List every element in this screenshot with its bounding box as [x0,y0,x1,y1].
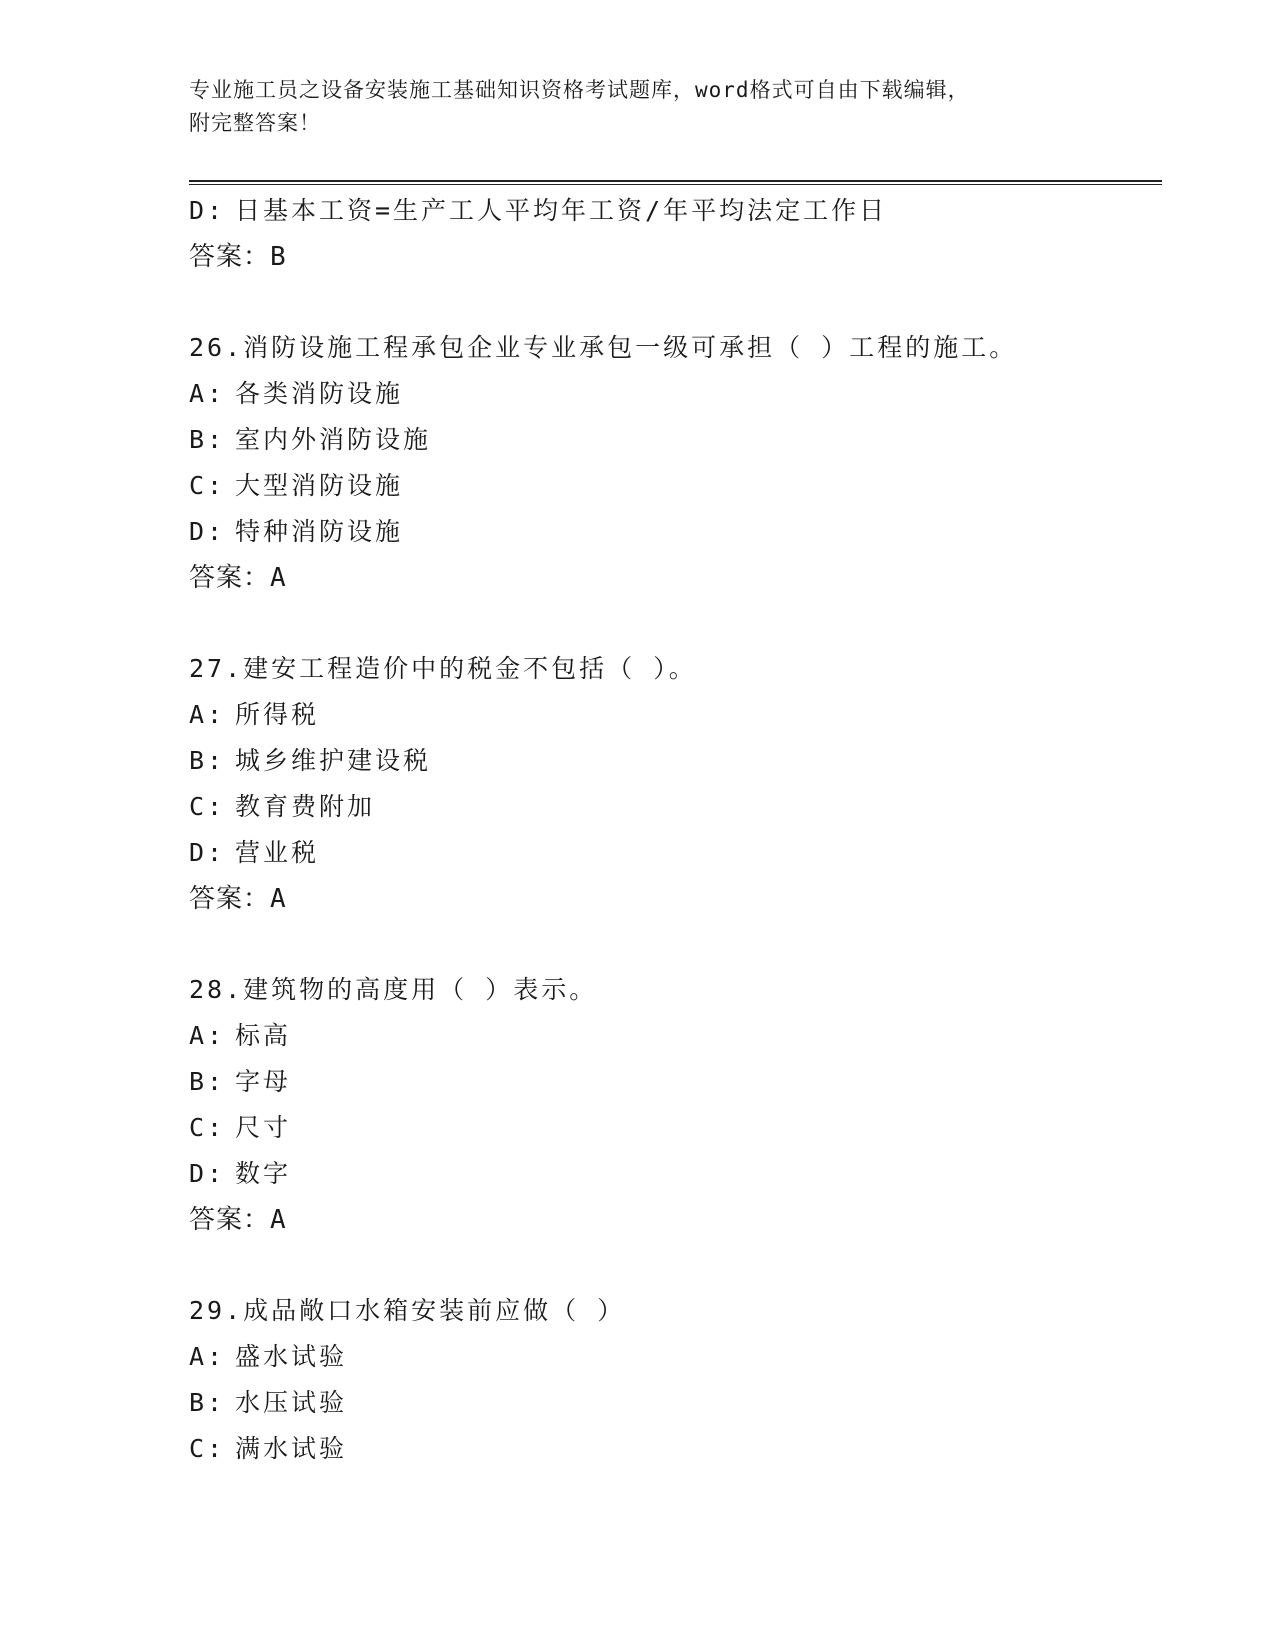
option-text: 满水试验 [235,1434,348,1463]
option-letter: B: [189,746,226,775]
option-letter: D: [189,1159,226,1188]
option-text: 数字 [235,1159,292,1188]
option-letter: D: [189,196,226,225]
option-b [189,738,1169,784]
option-letter: C: [189,1434,226,1463]
option-letter: C: [189,471,226,500]
option-a [189,1334,1169,1380]
option-d [189,830,1169,876]
option-text: 尺寸 [235,1113,292,1142]
option-letter: A: [189,1342,226,1371]
option-d [189,509,1169,555]
option-text: 各类消防设施 [235,379,404,408]
header-line-2: 附完整答案！ [189,111,321,135]
option-d [189,1151,1169,1197]
option-text: 水压试验 [235,1388,348,1417]
option-text: 所得税 [235,700,320,729]
option-b [189,417,1169,463]
option-text: 大型消防设施 [235,471,404,500]
option-a [189,1013,1169,1059]
option-a [189,692,1169,738]
option-text: 标高 [235,1021,292,1050]
option-a [189,371,1169,417]
question-list [189,188,1169,1472]
header-line-1: 专业施工员之设备安装施工基础知识资格考试题库，word格式可自由下载编辑， [189,78,970,102]
option-c [189,784,1169,830]
header-divider-thick [189,180,1162,182]
option-text: 城乡维护建设税 [235,746,432,775]
answer-line: 答案：B [189,242,287,272]
option-b [189,1380,1169,1426]
option-text: 日基本工资=生产工人平均年工资/年平均法定工作日 [235,196,888,225]
option-d [189,188,1169,234]
question-stem: 29.成品敞口水箱安装前应做（ ） [189,1296,626,1325]
option-c [189,1426,1169,1472]
option-b [189,1059,1169,1105]
option-letter: C: [189,792,226,821]
option-c [189,1105,1169,1151]
header-divider-thin [189,184,1162,185]
answer-line: 答案：A [189,884,287,914]
option-letter: B: [189,1067,226,1096]
option-letter: A: [189,700,226,729]
option-letter: A: [189,1021,226,1050]
answer-line: 答案：A [189,563,287,593]
option-text: 特种消防设施 [235,517,404,546]
question-stem: 26.消防设施工程承包企业专业承包一级可承担（ ）工程的施工。 [189,333,1018,362]
document-header [189,74,1089,140]
option-letter: D: [189,517,226,546]
option-text: 字母 [235,1067,292,1096]
option-letter: D: [189,838,226,867]
option-c [189,463,1169,509]
answer-line: 答案：A [189,1205,287,1235]
question-stem: 28.建筑物的高度用（ ）表示。 [189,975,598,1004]
option-letter: B: [189,425,226,454]
option-text: 营业税 [235,838,320,867]
option-text: 室内外消防设施 [235,425,432,454]
option-letter: C: [189,1113,226,1142]
option-text: 教育费附加 [235,792,376,821]
option-letter: A: [189,379,226,408]
question-stem: 27.建安工程造价中的税金不包括（ ）。 [189,654,697,683]
option-text: 盛水试验 [235,1342,348,1371]
option-letter: B: [189,1388,226,1417]
